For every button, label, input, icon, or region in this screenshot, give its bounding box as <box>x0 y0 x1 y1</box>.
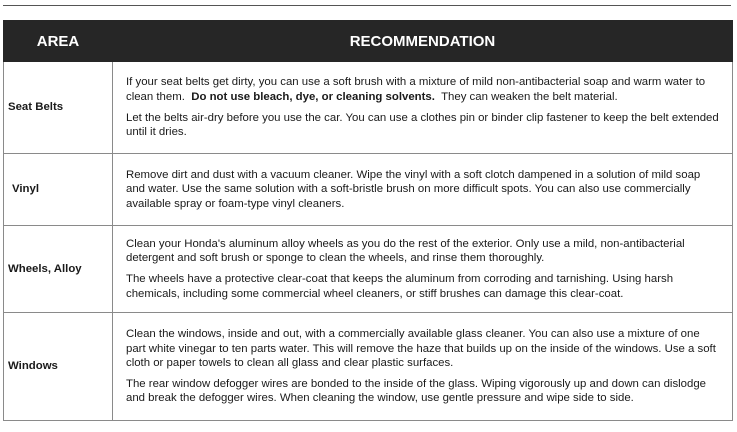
recommendation-cell-wheels-alloy <box>113 226 733 313</box>
table-row-windows <box>4 313 733 421</box>
vinyl-paragraph-1: Remove dirt and dust with a vacuum cleaner. Wipe the vinyl with a soft clotch dampened in a solution of mild soap and water. Use the same solution with a soft-bristle brush on more difficult spots. You can also use commercially available spray or foam-type vinyl cleaners. <box>126 168 701 210</box>
cleaning-recommendation-table <box>3 20 733 421</box>
windows-paragraph-1: Clean the windows, inside and out, with a commercially available glass cleaner. You can also use a mixture of one part white vinegar to ten parts water. This will remove the haze that builds up on the inside of the windows. Use a soft cloth or paper towels to clean all glass and clear plastic surfaces. <box>126 328 716 370</box>
area-cell-wheels-alloy: Wheels, Alloy <box>4 226 113 313</box>
table-row-wheels-alloy <box>4 226 733 313</box>
table-row-vinyl <box>4 154 733 226</box>
table-row-seat-belts <box>4 62 733 154</box>
area-column-header: AREA <box>4 21 113 62</box>
area-cell-windows: Windows <box>4 313 113 421</box>
top-rule <box>3 5 731 6</box>
windows-paragraph-2: The rear window defogger wires are bonded to the inside of the glass. Wiping vigorously up and down can dislodge and break the defogger wires. When cleaning the window, use gentle pressure and wipe side to side. <box>126 377 707 405</box>
area-cell-seat-belts: Seat Belts <box>4 62 113 154</box>
recommendation-cell-seat-belts <box>113 62 733 154</box>
area-cell-vinyl: Vinyl <box>4 154 113 226</box>
recommendation-cell-windows <box>113 313 733 421</box>
recommendation-cell-vinyl <box>113 154 733 226</box>
wheels-paragraph-2: The wheels have a protective clear-coat that keeps the aluminum from corroding and tarnishing. Using harsh chemicals, including some commercial wheel cleaners, or stiff brushes can damage this clear-coat. <box>126 273 674 300</box>
recommendation-column-header: RECOMMENDATION <box>113 21 733 62</box>
seat-belts-text-1: If your seat belts get dirty, you can use a soft brush with a mixture of mild non-antibacterial soap and warm water to clean them. <box>126 76 706 103</box>
wheels-paragraph-1: Clean your Honda's aluminum alloy wheels as you do the rest of the exterior. Only use a mild, non-antibacterial detergent and soft brush or sponge to clean the wheels, and rinse them thoroughly. <box>126 237 685 265</box>
seat-belts-warning: Do not use bleach, dye, or cleaning solvents. <box>191 90 435 103</box>
table-header-row <box>4 21 733 62</box>
seat-belts-paragraph-1 <box>126 75 720 104</box>
seat-belts-text-2: They can weaken the belt material. <box>441 90 618 103</box>
seat-belts-paragraph-2: Let the belts air-dry before you use the car. You can use a clothes pin or binder clip fastener to keep the belt extended until it dries. <box>126 111 719 139</box>
